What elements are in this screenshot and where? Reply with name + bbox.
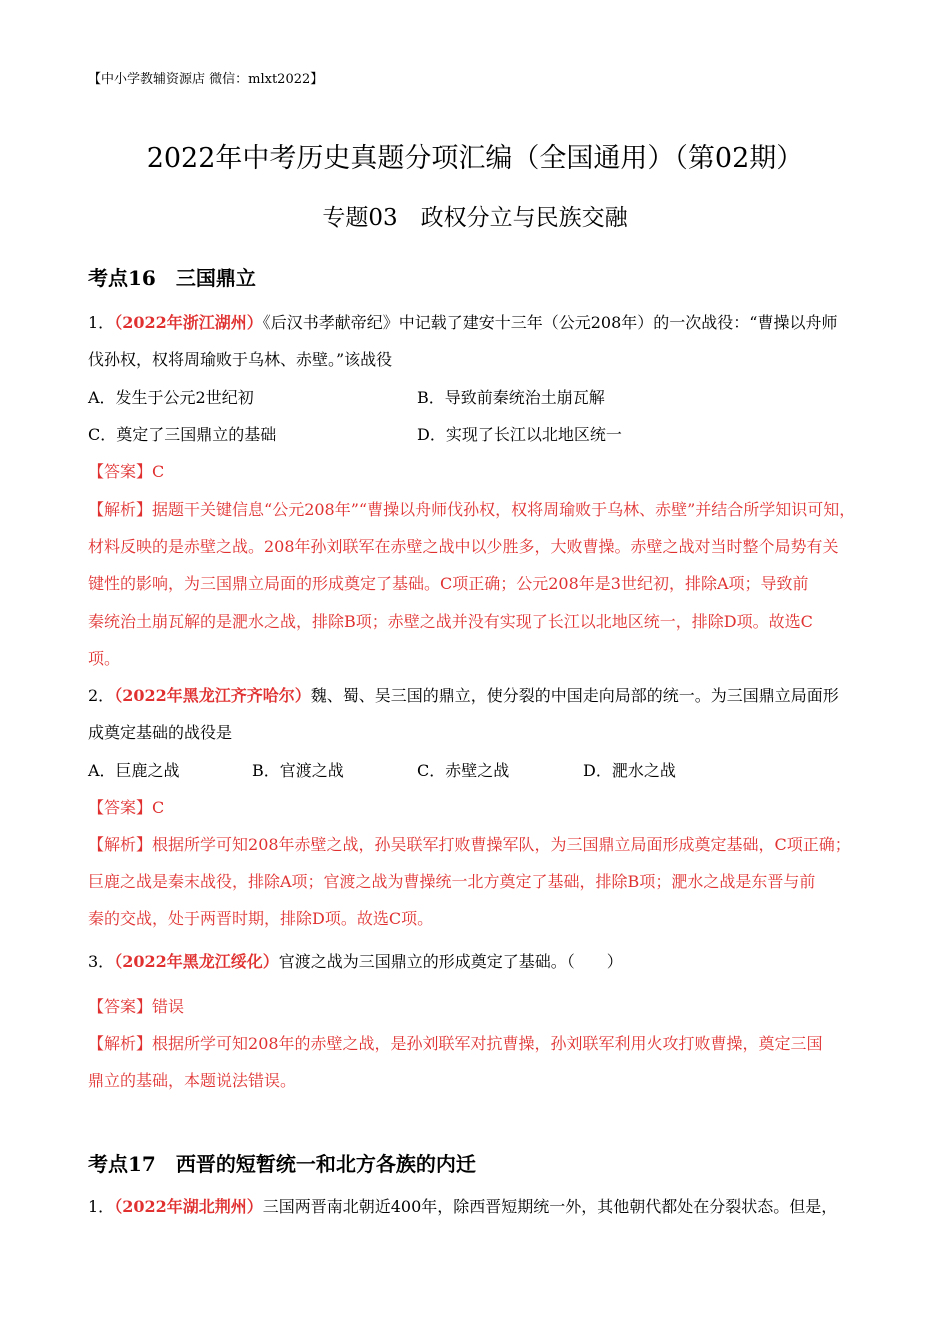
- question-2-stem-line-2: 成奠定基础的战役是: [88, 723, 233, 742]
- analysis-text: 根据所学可知208年赤壁之战，孙吴联军打败曹操军队，为三国鼎立局面形成奠定基础，C项正确；: [152, 835, 851, 854]
- option-d: D．实现了长江以北地区统一: [417, 425, 622, 444]
- answer-value: 错误: [152, 997, 185, 1016]
- answer: [88, 994, 184, 1017]
- question-source: （2022年浙江湖州）: [114, 313, 263, 332]
- analysis-line-1: [88, 1031, 823, 1054]
- main-title: 2022年中考历史真题分项汇编（全国通用）（第02期）: [146, 143, 804, 174]
- option-c: C．赤壁之战: [417, 761, 510, 780]
- answer: [88, 795, 164, 818]
- question-number: 2．: [88, 686, 115, 705]
- answer-value: C: [152, 462, 165, 481]
- question-text: 魏、蜀、吴三国的鼎立，使分裂的中国走向局部的统一。为三国鼎立局面形: [310, 686, 839, 705]
- answer-value: C: [152, 798, 165, 817]
- analysis-text: 据题干关键信息“公元208年”“曹操以舟师伐孙权，权将周瑜败于乌林、赤壁”并结合所学知识可知，: [152, 500, 856, 519]
- answer-label: 【答案】: [88, 462, 153, 481]
- question-1-stem-line-1: [88, 1194, 837, 1217]
- analysis-label: 【解析】: [88, 1034, 153, 1053]
- question-source: （2022年黑龙江绥化）: [114, 952, 279, 971]
- question-number: 3．: [88, 952, 115, 971]
- analysis-line-3: 键性的影响，为三国鼎立局面的形成奠定了基础。C项正确；公元208年是3世纪初，排除A项；导致前: [88, 574, 809, 593]
- option-d: D．淝水之战: [583, 761, 676, 780]
- question-text: 三国两晋南北朝近400年，除西晋短期统一外，其他朝代都处在分裂状态。但是，: [262, 1197, 838, 1216]
- question-number: 1．: [88, 1197, 115, 1216]
- option-a: A．巨鹿之战: [88, 761, 180, 780]
- analysis-line-1: [88, 497, 855, 520]
- analysis-line-5: 项。: [88, 649, 121, 668]
- analysis-line-4: 秦统治土崩瓦解的是淝水之战，排除B项；赤壁之战并没有实现了长江以北地区统一，排除D项。故选C: [88, 612, 813, 631]
- sub-title: 专题03 政权分立与民族交融: [322, 205, 628, 231]
- question-source: （2022年湖北荆州）: [114, 1197, 263, 1216]
- answer-label: 【答案】: [88, 798, 153, 817]
- analysis-label: 【解析】: [88, 835, 153, 854]
- analysis-text: 根据所学可知208年的赤壁之战，是孙刘联军对抗曹操，孙刘联军利用火攻打败曹操，奠定三国: [152, 1034, 823, 1053]
- analysis-line-1: [88, 832, 851, 855]
- answer-label: 【答案】: [88, 997, 153, 1016]
- question-text: 《后汉书孝献帝纪》中记载了建安十三年（公元208年）的一次战役：“曹操以舟师: [262, 313, 838, 332]
- section-heading-17: 考点17 西晋的短暂统一和北方各族的内迁: [88, 1152, 476, 1176]
- section-heading-16: 考点16 三国鼎立: [88, 266, 256, 290]
- option-b: B．官渡之战: [252, 761, 344, 780]
- question-source: （2022年黑龙江齐齐哈尔）: [114, 686, 311, 705]
- question-3-stem: [88, 949, 623, 972]
- answer: [88, 459, 164, 482]
- analysis-line-2: 材料反映的是赤壁之战。208年孙刘联军在赤壁之战中以少胜多，大败曹操。赤壁之战对当时整个局势有关: [88, 537, 839, 556]
- header-note: 【中小学教辅资源店 微信：mlxt2022】: [88, 72, 324, 87]
- question-1-stem-line-1: [88, 310, 837, 333]
- analysis-line-2: 鼎立的基础，本题说法错误。: [88, 1071, 297, 1090]
- question-1-stem-line-2: 伐孙权，权将周瑜败于乌林、赤壁。”该战役: [88, 350, 393, 369]
- question-number: 1．: [88, 313, 115, 332]
- option-a: A．发生于公元2世纪初: [88, 388, 254, 407]
- analysis-label: 【解析】: [88, 500, 153, 519]
- question-text: 官渡之战为三国鼎立的形成奠定了基础。（ ）: [278, 952, 623, 971]
- analysis-line-3: 秦的交战，处于两晋时期，排除D项。故选C项。: [88, 909, 434, 928]
- option-b: B．导致前秦统治土崩瓦解: [417, 388, 605, 407]
- option-c: C．奠定了三国鼎立的基础: [88, 425, 277, 444]
- analysis-line-2: 巨鹿之战是秦末战役，排除A项；官渡之战为曹操统一北方奠定了基础，排除B项；淝水之战是东晋与前: [88, 872, 816, 891]
- question-2-stem-line-1: [88, 683, 839, 706]
